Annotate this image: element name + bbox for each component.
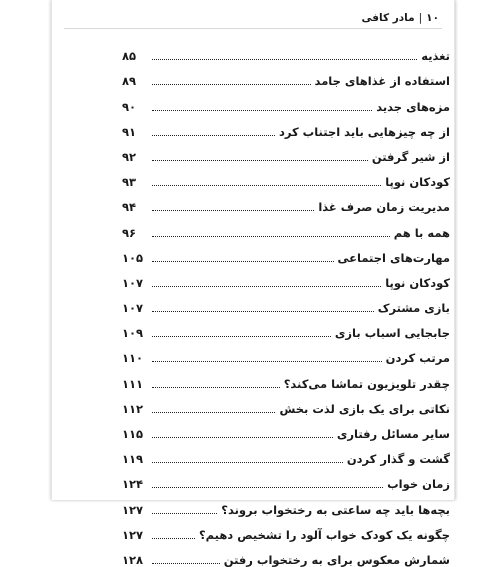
toc-entry-page-number: ۸۵ <box>122 49 137 64</box>
dot-leader <box>152 261 334 262</box>
toc-entry-page-number: ۱۰۷ <box>122 301 144 316</box>
toc-entry <box>122 542 450 567</box>
book-title: مادر کافی <box>361 12 415 24</box>
toc-entry-page-number: ۱۲۷ <box>122 527 144 542</box>
toc-entry <box>122 189 450 214</box>
toc-entry-page-number: ۹۲ <box>122 149 137 164</box>
toc-entry-title: نکاتی برای یک بازی لذت بخش <box>279 401 450 416</box>
toc-entry <box>122 290 450 315</box>
dot-leader <box>152 135 275 136</box>
toc-entry-page-number: ۱۱۲ <box>122 401 144 416</box>
dot-leader <box>152 412 275 413</box>
toc-entry <box>122 466 450 491</box>
toc-entry <box>122 63 450 88</box>
toc-entry-title: چقدر تلویزیون تماشا می‌کند؟ <box>283 376 450 391</box>
toc-entry-title: بچه‌ها باید چه ساعتی به رختخواب بروند؟ <box>221 502 450 517</box>
dot-leader <box>152 286 381 287</box>
header-separator: | <box>418 12 423 24</box>
dot-leader <box>152 538 195 539</box>
toc-entry-title: از شیر گرفتن <box>371 149 450 164</box>
toc-entry-title: استفاده از غذاهای جامد <box>314 74 450 89</box>
toc-entry <box>122 240 450 265</box>
toc-entry-title: شمارش معکوس برای به رختخواب رفتن <box>223 552 450 567</box>
dot-leader <box>152 59 417 60</box>
toc-entry-title: مدیریت زمان صرف غذا <box>318 200 450 215</box>
toc-entry-title: کودکان نوپا <box>385 175 450 190</box>
toc-entry <box>122 114 450 139</box>
toc-entry <box>122 365 450 390</box>
dot-leader <box>152 336 331 337</box>
toc-entry-title: جابجایی اسباب بازی <box>334 326 450 341</box>
toc-entry-title: از چه چیزهایی باید اجتناب کرد <box>278 124 450 139</box>
toc-entry-page-number: ۱۲۴ <box>122 477 144 492</box>
dot-leader <box>152 210 314 211</box>
dot-leader <box>152 487 383 488</box>
toc-entry-page-number: ۸۹ <box>122 74 137 89</box>
toc-entry-title: تغذیه <box>421 49 450 64</box>
toc-entry-page-number: ۱۰۷ <box>122 275 144 290</box>
page-number: ۱۰ <box>426 12 439 24</box>
toc-entry <box>122 315 450 340</box>
dot-leader <box>152 462 343 463</box>
dot-leader <box>152 437 333 438</box>
dot-leader <box>152 387 280 388</box>
toc-entry-page-number: ۱۲۸ <box>122 552 144 567</box>
toc-entry <box>122 441 450 466</box>
toc-entry-title: گشت و گذار کردن <box>346 452 450 467</box>
dot-leader <box>152 110 372 111</box>
toc-entry <box>122 139 450 164</box>
header-divider <box>64 28 442 29</box>
dot-leader <box>152 563 220 564</box>
toc-entry-title: مرتب کردن <box>385 351 450 366</box>
dot-leader <box>152 185 381 186</box>
toc-entry-page-number: ۹۴ <box>122 200 137 215</box>
toc-entry-page-number: ۱۱۵ <box>122 427 144 441</box>
dot-leader <box>152 513 217 514</box>
toc-entry-title: چگونه یک کودک خواب آلود را تشخیص دهیم؟ <box>198 527 450 542</box>
toc-entry-title: زمان خواب <box>387 477 450 492</box>
toc-entry-page-number: ۱۱۰ <box>122 351 144 366</box>
table-of-contents <box>122 38 450 567</box>
dot-leader <box>152 311 374 312</box>
toc-entry-page-number: ۱۰۹ <box>122 326 144 341</box>
toc-entry-page-number: ۹۱ <box>122 124 137 139</box>
toc-entry-page-number: ۹۰ <box>122 99 137 114</box>
toc-entry-page-number: ۱۱۹ <box>122 452 144 467</box>
dot-leader <box>152 361 382 362</box>
book-page <box>51 0 455 567</box>
toc-entry-title: سایر مسائل رفتاری <box>336 427 450 441</box>
toc-entry-page-number: ۱۱۱ <box>122 376 144 391</box>
toc-entry <box>122 491 450 516</box>
page-header <box>52 10 454 26</box>
dot-leader <box>152 84 311 85</box>
toc-entry-page-number: ۹۳ <box>122 175 137 190</box>
toc-entry <box>122 214 450 239</box>
toc-entry-page-number: ۱۰۵ <box>122 250 144 265</box>
toc-entry-title: مهارت‌های اجتماعی <box>337 250 450 265</box>
toc-entry <box>122 164 450 189</box>
toc-entry-title: همه با هم <box>393 225 450 240</box>
toc-entry-title: کودکان نوپا <box>385 275 450 290</box>
toc-entry-page-number: ۹۶ <box>122 225 137 240</box>
toc-entry <box>122 391 450 416</box>
toc-entry <box>122 340 450 365</box>
toc-entry <box>122 88 450 113</box>
toc-entry-page-number: ۱۲۷ <box>122 502 144 517</box>
dot-leader <box>152 236 390 237</box>
toc-entry-title: بازی مشترک <box>377 301 450 316</box>
dot-leader <box>152 160 368 161</box>
toc-entry <box>122 38 450 63</box>
toc-entry <box>122 416 450 441</box>
toc-entry <box>122 517 450 542</box>
toc-entry-title: مزه‌های جدید <box>376 99 450 114</box>
toc-entry <box>122 265 450 290</box>
